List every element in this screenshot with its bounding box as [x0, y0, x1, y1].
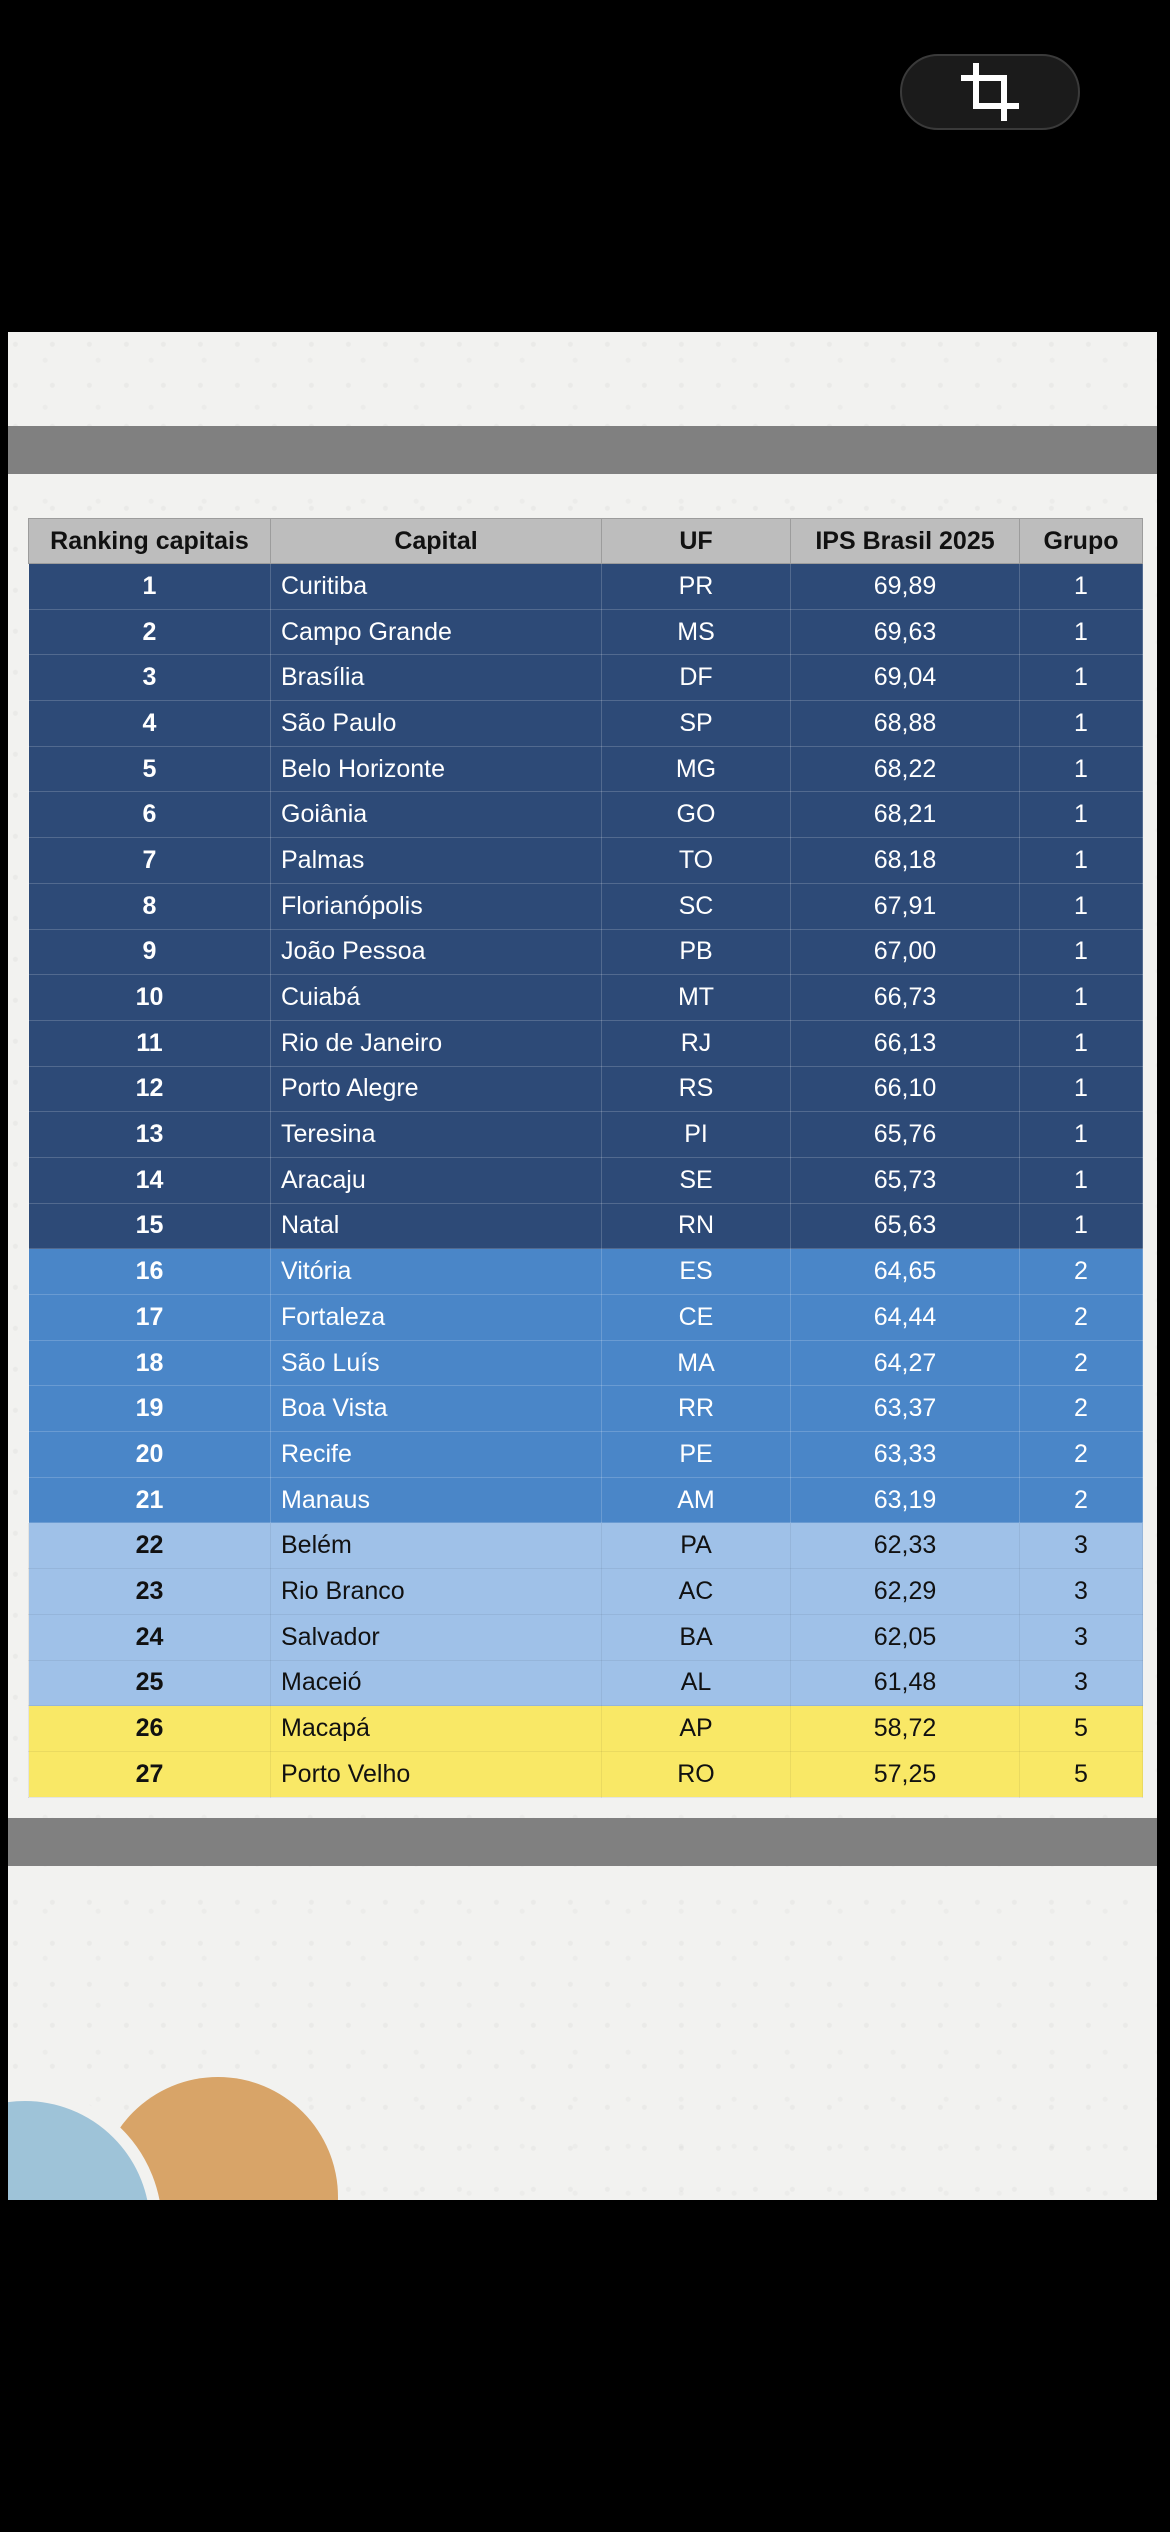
capital-cell: Teresina — [271, 1112, 602, 1158]
table-row — [29, 1020, 1143, 1066]
ips-cell: 64,65 — [791, 1249, 1020, 1295]
header-ranking: Ranking capitais — [29, 519, 271, 564]
capital-cell: Goiânia — [271, 792, 602, 838]
capital-cell: São Luís — [271, 1340, 602, 1386]
table-row — [29, 1249, 1143, 1295]
rank-cell: 3 — [29, 655, 271, 701]
table-row — [29, 1614, 1143, 1660]
table-row — [29, 883, 1143, 929]
grupo-cell: 2 — [1020, 1477, 1143, 1523]
ips-cell: 57,25 — [791, 1751, 1020, 1797]
table-row — [29, 1569, 1143, 1615]
ips-cell: 68,21 — [791, 792, 1020, 838]
ips-cell: 62,29 — [791, 1569, 1020, 1615]
ips-cell: 66,10 — [791, 1066, 1020, 1112]
capital-cell: Florianópolis — [271, 883, 602, 929]
rank-cell: 11 — [29, 1020, 271, 1066]
uf-cell: AM — [602, 1477, 791, 1523]
capital-cell: Manaus — [271, 1477, 602, 1523]
table-row — [29, 1751, 1143, 1797]
table-row — [29, 1477, 1143, 1523]
uf-cell: PR — [602, 564, 791, 610]
capital-cell: Porto Velho — [271, 1751, 602, 1797]
rank-cell: 23 — [29, 1569, 271, 1615]
top-gray-band — [8, 426, 1157, 474]
grupo-cell: 1 — [1020, 838, 1143, 884]
uf-cell: SE — [602, 1157, 791, 1203]
table-row — [29, 1203, 1143, 1249]
ips-cell: 68,22 — [791, 746, 1020, 792]
rank-cell: 15 — [29, 1203, 271, 1249]
ips-cell: 65,76 — [791, 1112, 1020, 1158]
grupo-cell: 2 — [1020, 1295, 1143, 1341]
uf-cell: RR — [602, 1386, 791, 1432]
grupo-cell: 1 — [1020, 929, 1143, 975]
capital-cell: Rio de Janeiro — [271, 1020, 602, 1066]
grupo-cell: 2 — [1020, 1386, 1143, 1432]
table-row — [29, 792, 1143, 838]
crop-button[interactable] — [900, 54, 1080, 130]
uf-cell: MS — [602, 609, 791, 655]
capital-cell: Rio Branco — [271, 1569, 602, 1615]
table-row — [29, 1523, 1143, 1569]
ips-cell: 64,44 — [791, 1295, 1020, 1341]
table-row — [29, 564, 1143, 610]
capital-cell: Maceió — [271, 1660, 602, 1706]
capital-cell: Belém — [271, 1523, 602, 1569]
capital-cell: Palmas — [271, 838, 602, 884]
capital-cell: Macapá — [271, 1706, 602, 1752]
grupo-cell: 2 — [1020, 1432, 1143, 1478]
header-grupo: Grupo — [1020, 519, 1143, 564]
rank-cell: 27 — [29, 1751, 271, 1797]
grupo-cell: 3 — [1020, 1614, 1143, 1660]
rank-cell: 5 — [29, 746, 271, 792]
uf-cell: AC — [602, 1569, 791, 1615]
grupo-cell: 1 — [1020, 655, 1143, 701]
table-header-row — [29, 519, 1143, 564]
rank-cell: 14 — [29, 1157, 271, 1203]
table-row — [29, 1340, 1143, 1386]
grupo-cell: 1 — [1020, 1203, 1143, 1249]
grupo-cell: 1 — [1020, 746, 1143, 792]
uf-cell: ES — [602, 1249, 791, 1295]
uf-cell: GO — [602, 792, 791, 838]
table-row — [29, 1295, 1143, 1341]
bottom-gray-band — [8, 1818, 1157, 1866]
ranking-table — [28, 518, 1142, 1798]
ips-cell: 65,63 — [791, 1203, 1020, 1249]
grupo-cell: 1 — [1020, 792, 1143, 838]
uf-cell: AP — [602, 1706, 791, 1752]
capital-cell: Salvador — [271, 1614, 602, 1660]
ips-cell: 64,27 — [791, 1340, 1020, 1386]
capital-cell: São Paulo — [271, 701, 602, 747]
rank-cell: 24 — [29, 1614, 271, 1660]
uf-cell: MG — [602, 746, 791, 792]
table-row — [29, 838, 1143, 884]
table-row — [29, 1112, 1143, 1158]
rank-cell: 22 — [29, 1523, 271, 1569]
grupo-cell: 1 — [1020, 1020, 1143, 1066]
grupo-cell: 3 — [1020, 1660, 1143, 1706]
rank-cell: 10 — [29, 975, 271, 1021]
rank-cell: 21 — [29, 1477, 271, 1523]
rank-cell: 18 — [29, 1340, 271, 1386]
ips-cell: 69,63 — [791, 609, 1020, 655]
capital-cell: Belo Horizonte — [271, 746, 602, 792]
table-row — [29, 1386, 1143, 1432]
grupo-cell: 1 — [1020, 564, 1143, 610]
uf-cell: RS — [602, 1066, 791, 1112]
table-row — [29, 1066, 1143, 1112]
grupo-cell: 1 — [1020, 609, 1143, 655]
uf-cell: TO — [602, 838, 791, 884]
table-row — [29, 929, 1143, 975]
crop-icon — [960, 62, 1020, 122]
rank-cell: 20 — [29, 1432, 271, 1478]
grupo-cell: 1 — [1020, 883, 1143, 929]
uf-cell: RO — [602, 1751, 791, 1797]
table-row — [29, 655, 1143, 701]
ips-cell: 61,48 — [791, 1660, 1020, 1706]
uf-cell: CE — [602, 1295, 791, 1341]
grupo-cell: 1 — [1020, 1066, 1143, 1112]
rank-cell: 8 — [29, 883, 271, 929]
uf-cell: RJ — [602, 1020, 791, 1066]
uf-cell: PB — [602, 929, 791, 975]
uf-cell: SP — [602, 701, 791, 747]
rank-cell: 19 — [29, 1386, 271, 1432]
rank-cell: 2 — [29, 609, 271, 655]
ips-cell: 69,89 — [791, 564, 1020, 610]
capital-cell: Curitiba — [271, 564, 602, 610]
grupo-cell: 1 — [1020, 1112, 1143, 1158]
grupo-cell: 5 — [1020, 1751, 1143, 1797]
table-row — [29, 701, 1143, 747]
uf-cell: MA — [602, 1340, 791, 1386]
table-row — [29, 1660, 1143, 1706]
table-row — [29, 746, 1143, 792]
header-ips: IPS Brasil 2025 — [791, 519, 1020, 564]
rank-cell: 4 — [29, 701, 271, 747]
uf-cell: PI — [602, 1112, 791, 1158]
table-row — [29, 975, 1143, 1021]
table-photo[interactable] — [8, 332, 1157, 2200]
ips-cell: 63,33 — [791, 1432, 1020, 1478]
rank-cell: 9 — [29, 929, 271, 975]
ips-cell: 58,72 — [791, 1706, 1020, 1752]
capital-cell: Cuiabá — [271, 975, 602, 1021]
grupo-cell: 1 — [1020, 975, 1143, 1021]
header-uf: UF — [602, 519, 791, 564]
uf-cell: RN — [602, 1203, 791, 1249]
grupo-cell: 1 — [1020, 1157, 1143, 1203]
uf-cell: PE — [602, 1432, 791, 1478]
grupo-cell: 2 — [1020, 1340, 1143, 1386]
capital-cell: Fortaleza — [271, 1295, 602, 1341]
rank-cell: 16 — [29, 1249, 271, 1295]
capital-cell: Brasília — [271, 655, 602, 701]
capital-cell: Campo Grande — [271, 609, 602, 655]
grupo-cell: 3 — [1020, 1569, 1143, 1615]
rank-cell: 26 — [29, 1706, 271, 1752]
uf-cell: BA — [602, 1614, 791, 1660]
capital-cell: Recife — [271, 1432, 602, 1478]
uf-cell: MT — [602, 975, 791, 1021]
uf-cell: PA — [602, 1523, 791, 1569]
grupo-cell: 5 — [1020, 1706, 1143, 1752]
uf-cell: AL — [602, 1660, 791, 1706]
ips-cell: 68,88 — [791, 701, 1020, 747]
rank-cell: 17 — [29, 1295, 271, 1341]
rank-cell: 25 — [29, 1660, 271, 1706]
uf-cell: DF — [602, 655, 791, 701]
capital-cell: Boa Vista — [271, 1386, 602, 1432]
rank-cell: 12 — [29, 1066, 271, 1112]
ips-cell: 67,91 — [791, 883, 1020, 929]
rank-cell: 7 — [29, 838, 271, 884]
capital-cell: João Pessoa — [271, 929, 602, 975]
rank-cell: 1 — [29, 564, 271, 610]
ips-cell: 63,19 — [791, 1477, 1020, 1523]
header-capital: Capital — [271, 519, 602, 564]
capital-cell: Aracaju — [271, 1157, 602, 1203]
ips-cell: 66,73 — [791, 975, 1020, 1021]
capital-cell: Natal — [271, 1203, 602, 1249]
ips-cell: 69,04 — [791, 655, 1020, 701]
table-row — [29, 1706, 1143, 1752]
capital-cell: Porto Alegre — [271, 1066, 602, 1112]
ips-cell: 66,13 — [791, 1020, 1020, 1066]
uf-cell: SC — [602, 883, 791, 929]
ips-cell: 63,37 — [791, 1386, 1020, 1432]
rank-cell: 13 — [29, 1112, 271, 1158]
ips-cell: 65,73 — [791, 1157, 1020, 1203]
grupo-cell: 1 — [1020, 701, 1143, 747]
table-row — [29, 1432, 1143, 1478]
ips-cell: 62,33 — [791, 1523, 1020, 1569]
grupo-cell: 2 — [1020, 1249, 1143, 1295]
ips-cell: 68,18 — [791, 838, 1020, 884]
ips-cell: 62,05 — [791, 1614, 1020, 1660]
capital-cell: Vitória — [271, 1249, 602, 1295]
grupo-cell: 3 — [1020, 1523, 1143, 1569]
ips-cell: 67,00 — [791, 929, 1020, 975]
table-row — [29, 1157, 1143, 1203]
rank-cell: 6 — [29, 792, 271, 838]
table-row — [29, 609, 1143, 655]
